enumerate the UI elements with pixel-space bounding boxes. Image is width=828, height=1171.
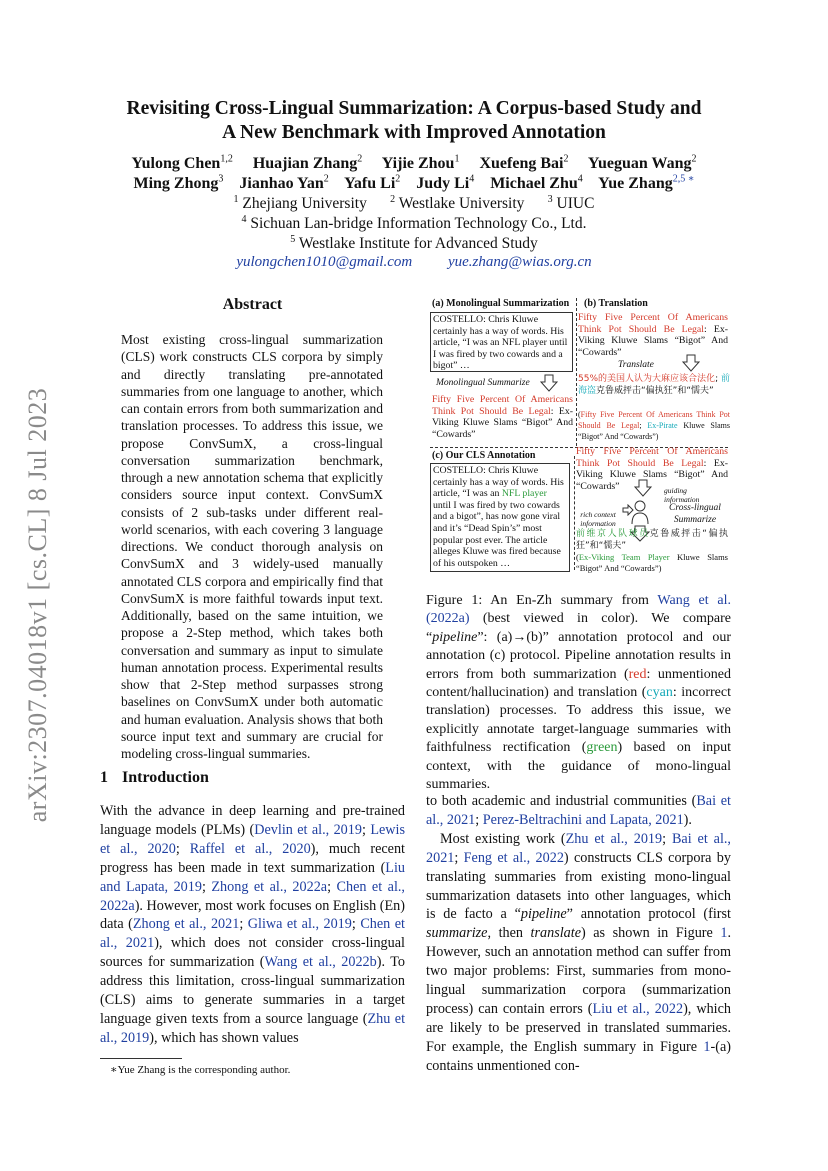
figure-ref-link[interactable]: 1 (720, 925, 728, 942)
figure-caption: Figure 1: An En-Zh summary from Wang et al. (2022a) (best viewed in color). We compare “pipeline”: (a)→(b)” annotation protocol and our annotation (c) protocol. Pipeline annotation results in errors from both summarization (red: unmentioned content/hallucination) and translation (cyan: incorrect translation) processes. To address this issue, we explicitly annotate target-language summaries with faithfulness rectification (green) based on input context, with the guidance of mono-lingual summaries. (426, 593, 732, 793)
citation-link[interactable]: Perez-Beltrachini and Lapata, 2021 (482, 811, 684, 828)
panel-divider-vertical (576, 298, 577, 446)
translate-label: Translate (618, 360, 654, 370)
citation-link[interactable]: Chen et al., 2021 (100, 916, 405, 952)
figure-ref-link[interactable]: 1 (703, 1038, 711, 1055)
citation-link[interactable]: Feng et al., 2022 (463, 849, 564, 866)
intro-heading (100, 769, 209, 787)
cross-lingual-summarize-label: Cross-lingual Summarize (669, 503, 721, 525)
author: Xuefeng Bai$^2$ (479, 154, 569, 173)
citation-link[interactable]: Gliwa et al., 2019 (247, 916, 352, 933)
section-number: 1 (100, 769, 108, 786)
citation-link[interactable]: Liu et al., 2022 (592, 1000, 684, 1017)
citation-link[interactable]: Liu and Lapata, 2019 (100, 859, 405, 895)
author: Huajian Zhang$^2$ (252, 154, 363, 173)
author: Yijie Zhou$^1$ (381, 154, 460, 173)
abstract-heading: Abstract (222, 296, 283, 313)
author-emails (80, 254, 748, 271)
author: Yafu Li$^2$ (344, 174, 401, 193)
paragraph: to both academic and industrial communities (Bai et al., 2021; Perez-Beltrachini and Lapata, 2021). (426, 793, 731, 828)
author-line-2 (80, 174, 748, 193)
figure-1 (426, 296, 731, 576)
author: Yulong Chen$^{1,2}$ (131, 154, 233, 173)
citation-link[interactable]: Wang et al., 2022b (264, 954, 377, 971)
affiliation-line-2: $^4$ Sichuan Lan-bridge Information Technology Co., Ltd. (241, 214, 587, 233)
arrow-down-icon (634, 479, 652, 497)
rich-context-label: rich context information (580, 510, 616, 528)
title-line-1: Revisiting Cross-Lingual Summarization: A Corpus-based Study and (126, 98, 702, 119)
abstract-body: Most existing cross-lingual summarization (CLS) work constructs CLS corpora by simply and directly translating pre-annotated summaries from one language to another, which can contain errors from both summarization and translation processes. To address this issue, we propose ConvSumX, a cross-lingual conversation summarization benchmark, through a new annotation schema that explicitly considers source input context. ConvSumX consists of 2 sub-tasks under different real-world scenarios, with each covering 3 language directions. We conduct thorough analysis on ConvSumX and 3 widely-used manually annotated CLS corpora and empirically find that ConvSumX is more faithful towards input text. Additionally, based on the same intuition, we propose a 2-Step method, which takes both conversation and summary as input to simulate human annotation process. Experimental results show that 2-Step method surpasses strong baselines on ConvSumX under both automatic and human evaluation. Analysis shows that both source input text and summary are crucial for modeling cross-lingual summaries. (121, 332, 383, 761)
citation-link[interactable]: Lewis et al., 2020 (100, 821, 405, 857)
panel-b-label: (b) Translation (584, 298, 648, 309)
affiliation-line-3: $^5$ Westlake Institute for Advanced Study (290, 234, 538, 253)
panel-b-gloss: (Fifty Five Percent Of Americans Think Pot Should Be Legal; Ex-Pirate Kluwe Slams “Bigot” And “Cowards”) (578, 410, 730, 441)
arrow-down-icon (540, 374, 558, 392)
panel-c-label: (c) Our CLS Annotation (432, 450, 536, 461)
author: Michael Zhu$^4$ (490, 174, 583, 193)
right-column-text (426, 792, 731, 1076)
footnote: ∗Yue Zhang is the corresponding author. (110, 1064, 291, 1076)
citation-link[interactable]: Chen et al., 2022a (100, 878, 405, 914)
monolingual-summarize-label: Monolingual Summarize (436, 378, 530, 388)
author: Ming Zhong$^3$ (133, 174, 224, 193)
panel-b-english-summary: Fifty Five Percent Of Americans Think Pot Should Be Legal: Ex-Viking Kluwe Slams “Bigot” And “Cowards” (578, 312, 728, 358)
panel-a-label: (a) Monolingual Summarization (432, 298, 570, 309)
panel-a-source-box: COSTELLO: Chris Kluwe certainly has a way of words. His article, “I was an NFL player until I was fired by two cowards and a bigot” … (430, 312, 573, 372)
paper-title (80, 97, 748, 145)
citation-link[interactable]: Zhong et al., 2021 (132, 916, 240, 933)
citation-link[interactable]: Wang et al. (2022a) (426, 593, 731, 627)
panel-c-english-summary: Fifty Five Percent Of Americans Think Pot Should Be Legal: Ex-Viking Kluwe Slams “Bigot” And “Cowards” (576, 446, 728, 492)
email-link[interactable]: yulongchen1010@gmail.com (236, 254, 413, 270)
citation-link[interactable]: Devlin et al., 2019 (254, 821, 362, 838)
arxiv-side-stamp (10, 365, 66, 845)
citation-link[interactable]: Bai et al., 2021 (426, 793, 731, 828)
citation-link[interactable]: Zhong et al., 2022a (211, 878, 328, 895)
citation-link[interactable]: Bai et al., 2021 (426, 830, 731, 866)
author: Jianhao Yan$^2$ (239, 174, 329, 193)
author: Yue Zhang$^{2,5 ∗}$ (598, 174, 695, 193)
author: Yueguan Wang$^2$ (587, 154, 697, 173)
affiliation-line-1: $^1$ Zhejiang University $^2$ Westlake University $^3$ UIUC (233, 194, 595, 213)
section-title: Introduction (122, 769, 209, 786)
panel-c-chinese-summary: 前维京人队球员克鲁威抨击“偏执狂”和“懦夫” (576, 529, 728, 551)
arxiv-stamp-text: arXiv:2307.04018v1 [cs.CL] 8 Jul 2023 (23, 387, 52, 823)
panel-c-source-box: COSTELLO: Chris Kluwe certainly has a way of words. His article, “I was an NFL player until I was fired by two cowards and a bigot”, has now gone viral and it’s “Dead Spin’s” most popular post ever. The article alleges Kluwe was fired because of his outspoken … (430, 463, 570, 572)
paragraph: Most existing work (Zhu et al., 2019; Bai et al., 2021; Feng et al., 2022) constructs CLS corpora by translating summaries from existing mono-lingual summarization datasets into other languages, which is de facto a “pipeline” annotation protocol (first summarize, then translate) as shown in Figure 1. However, such an annotation method can suffer from two major problems: First, summaries from mono-lingual summarization corpora (summarization process) can contain errors (Liu et al., 2022), which are likely to be preserved in translated summaries. For example, the English summary in Figure 1-(a) contains unmentioned con- (426, 830, 732, 1074)
title-line-2: A New Benchmark with Improved Annotation (222, 122, 606, 143)
panel-c-gloss: (Ex-Viking Team Player Kluwe Slams “Bigot” And “Cowards”) (576, 552, 728, 573)
citation-link[interactable]: Zhu et al., 2019 (565, 830, 663, 847)
author: Judy Li$^4$ (416, 174, 475, 193)
footnote-rule (100, 1058, 182, 1059)
email-link[interactable]: yue.zhang@wias.org.cn (447, 254, 592, 270)
panel-a-summary: Fifty Five Percent Of Americans Think Pot Should Be Legal: Ex-Viking Kluwe Slams “Bigot” And “Cowards” (432, 394, 573, 440)
arrow-right-icon (622, 504, 634, 516)
citation-link[interactable]: Zhu et al., 2019 (100, 1010, 406, 1046)
panel-b-chinese-summary: 55%的美国人认为大麻应该合法化; 前海盗克鲁威抨击“偏执狂”和“懦夫” (578, 374, 730, 396)
intro-paragraph: With the advance in deep learning and pre-trained language models (PLMs) (Devlin et al., 2019; Lewis et al., 2020; Raffel et al., 2020), much recent progress has been made in text summarization (Liu and Lapata, 2019; Zhong et al., 2022a; Chen et al., 2022a). However, most work focuses on English (En) data (Zhong et al., 2021; Gliwa et al., 2019; Chen et al., 2021), which does not consider cross-lingual sources for summarization (Wang et al., 2022b). To address this limitation, cross-lingual summarization (CLS) aims to generate summaries in a target language given texts from a source language (Zhu et al., 2019), which has shown values (100, 803, 406, 1046)
citation-link[interactable]: Raffel et al., 2020 (189, 840, 311, 857)
guiding-information-label: guiding information (664, 486, 700, 504)
arrow-down-icon (682, 354, 700, 372)
author-line-1 (80, 154, 748, 173)
